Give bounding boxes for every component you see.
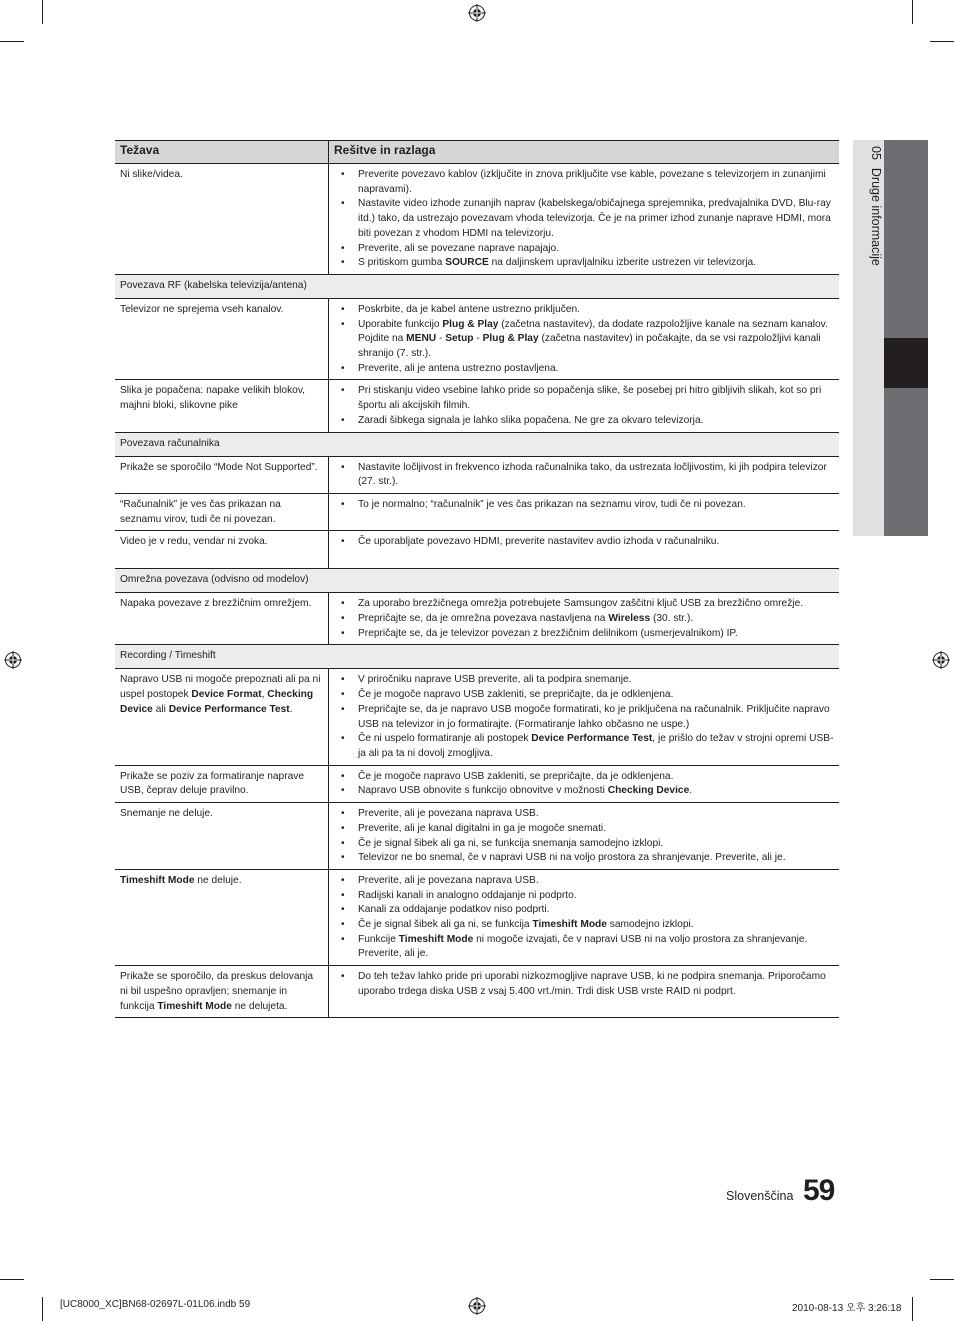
bullet-icon: • [341,889,345,901]
table-section-row [115,274,839,298]
solution-item: • Preverite, ali je kanal digitalni in ga je mogoče snemati. [336,822,834,837]
problem-cell: Slika je popačena: napake velikih blokov, majhni bloki, slikovne pike [115,380,329,432]
crop-mark [0,1279,24,1280]
solution-item: • Kanali za oddajanje podatkov niso podprti. [336,903,834,918]
table-row [115,493,839,530]
solution-list [336,970,834,999]
bullet-icon: • [341,822,345,834]
solution-item: • Poskrbite, da je kabel antene ustrezno priključen. [336,303,834,318]
table-row [115,593,839,645]
solution-item: • Če je mogoče napravo USB zakleniti, se prepričajte, da je odklenjena. [336,770,834,785]
solution-list [336,673,834,761]
bullet-icon: • [341,689,345,701]
solution-item: • Če je signal šibek ali ga ni, se funkcija Timeshift Mode samodejno izklopi. [336,918,834,933]
crop-mark [912,1297,913,1321]
solution-item: • Zaradi šibkega signala je lahko slika popačena. Ne gre za okvaro televizorja. [336,414,834,429]
bullet-icon: • [341,733,345,745]
crop-mark [42,1297,43,1321]
crop-mark [930,1279,954,1280]
solution-cell [329,593,840,645]
solution-cell [329,380,840,432]
bullet-icon: • [341,169,345,180]
registration-mark-icon [4,651,22,669]
problem-cell: Prikaže se sporočilo, da preskus delovanja ni bil uspešno opravljen; snemanje in funkcija Timeshift Mode ne delujeta. [115,966,329,1018]
bullet-icon: • [341,852,345,864]
solution-cell [329,966,840,1018]
troubleshooting-table [115,140,839,1018]
solution-item: • Prepričajte se, da je omrežna povezava nastavljena na Wireless (30. str.). [336,612,834,627]
bullet-icon: • [341,874,345,886]
solution-item: • Preverite povezavo kablov (izključite in znova priključite vse kable, povezane s televizorjem in zunanjimi napravami). [341,169,826,195]
solution-item: • V priročniku naprave USB preverite, ali ta podpira snemanje. [336,673,834,688]
solution-list [336,498,834,513]
section-label: Povezava računalnika [115,432,839,456]
solution-item: • Napravo USB obnovite s funkcijo obnovitve v možnosti Checking Device. [336,784,834,799]
solution-cell [329,493,840,530]
print-slug-timestamp: 2010-08-13 오후 3:26:18 [792,1303,902,1314]
solution-item: • Uporabite funkcijo Plug & Play (začetna nastavitev), da dodate razpoložljive kanale na seznam kanalov. Pojdite na MENU - Setup - Plug & Play (začetna nastavitev) in počakajte, da se vsi razpoložljivi kanali shranijo (7. str.). [341,318,828,360]
solution-item: • Prepričajte se, da je napravo USB mogoče formatirati, ko je priključena na računalnik. Priključite napravo USB na televizor in jo formatirajte. (Formatiranje lahko občasno ne uspe.) [341,703,830,730]
solution-item: • Do teh težav lahko pride pri uporabi nizkozmogljive naprave USB, ki ne podpira snemanja. Priporočamo uporabo trdega diska USB z vsaj 5.400 vrt./min. Trdi disk USB vrste RAID ni podprt. [341,971,826,997]
registration-mark-icon [932,651,950,669]
table-header-row [115,141,839,164]
solution-item: • Funkcije Timeshift Mode ni mogoče izvajati, če v napravi USB ni na voljo prostora za shranjevanje. Preverite, ali je. [341,933,808,960]
problem-cell: Video je v redu, vendar ni zvoka. [115,531,329,569]
solution-list [336,807,834,866]
solution-item: • Nastavite video izhode zunanjih naprav (kabelskega/običajnega sprejemnika, predvajalnika DVD, Blu-ray itd.) tako, da ustrezajo povezavam vhoda televizorja. Če je na primer izhod zunanje naprave HDMI, mora biti povezan z vhodom HDMI na televizorju. [341,198,831,239]
table-row [115,456,839,493]
bullet-icon: • [341,362,345,374]
section-label: Omrežna povezava (odvisno od modelov) [115,569,839,593]
solution-cell [329,669,840,765]
bullet-icon: • [341,770,345,782]
solution-item: • Radijski kanali in analogno oddajanje ni podprto. [336,889,834,904]
solution-list [336,770,834,799]
page-number: 59 [803,1174,835,1207]
crop-mark [0,41,24,42]
table-row [115,869,839,965]
problem-cell: Timeshift Mode ne deluje. [115,869,329,965]
solution-item: • Če uporabljate povezavo HDMI, preverite nastavitev avdio izhoda v računalniku. [336,535,834,550]
solution-cell [329,164,840,275]
bullet-icon: • [341,674,345,686]
bullet-icon: • [341,785,345,797]
solution-item: • Preverite, ali se povezane naprave napajajo. [336,242,834,257]
bullet-icon: • [341,414,345,426]
chapter-label [869,146,883,266]
table-row [115,164,839,275]
solution-list [336,303,834,377]
problem-cell: Napravo USB ni mogoče prepoznati ali pa ni uspel postopek Device Format, Checking Device ali Device Performance Test. [115,669,329,765]
chapter-tab-bar [884,140,928,338]
solution-cell [329,531,840,569]
table-row [115,669,839,765]
solution-item: • Nastavite ločljivost in frekvenco izhoda računalnika tako, da ustrezata ločljivostim, ki jih podpira televizor (27. str.). [341,461,827,488]
table-body [115,164,839,1018]
solution-cell [329,298,840,380]
bullet-icon: • [341,613,345,625]
bullet-icon: • [341,627,345,639]
column-header-solution: Rešitve in razlaga [329,141,840,164]
chapter-tab-bar [884,388,928,536]
problem-cell: Napaka povezave z brezžičnim omrežjem. [115,593,329,645]
table-row [115,380,839,432]
crop-mark [930,41,954,42]
problem-cell: “Računalnik” je ves čas prikazan na seznamu virov, tudi če ni povezan. [115,493,329,530]
problem-cell: Snemanje ne deluje. [115,803,329,870]
bullet-icon: • [341,933,345,945]
section-label: Recording / Timeshift [115,645,839,669]
solution-item: • Če ni uspelo formatiranje ali postopek Device Performance Test, je prišlo do težav v strojni opremi USB-ja ali pa ta ni dovolj zmogljiva. [341,733,834,759]
column-header-problem: Težava [115,141,329,164]
table-section-row [115,645,839,669]
solution-item: • Če je signal šibek ali ga ni, se funkcija snemanja samodejno izklopi. [336,837,834,852]
section-label: Povezava RF (kabelska televizija/antena) [115,274,839,298]
solution-cell [329,869,840,965]
solution-item: • Če je mogoče napravo USB zakleniti, se prepričajte, da je odklenjena. [336,688,834,703]
solution-list [336,597,834,641]
bullet-icon: • [341,242,345,254]
bullet-icon: • [341,598,345,610]
solution-item: • Preverite, ali je povezana naprava USB. [336,874,834,889]
bullet-icon: • [341,904,345,916]
chapter-tab-marker [884,338,928,388]
solution-list [336,461,834,490]
table-row [115,803,839,870]
table-row [115,765,839,802]
bullet-icon: • [341,318,345,330]
table-row [115,531,839,569]
solution-cell [329,456,840,493]
bullet-icon: • [341,536,345,548]
solution-cell [329,803,840,870]
registration-mark-icon [468,4,486,22]
problem-cell: Televizor ne sprejema vseh kanalov. [115,298,329,380]
registration-mark-icon [468,1297,486,1315]
table-row [115,966,839,1018]
table-section-row [115,569,839,593]
solution-item: • Preverite, ali je povezana naprava USB. [336,807,834,822]
print-slug-file: [UC8000_XC]BN68-02697L-01L06.indb 59 [60,1299,251,1310]
bullet-icon: • [341,837,345,849]
footer-language: Slovenščina [726,1189,794,1203]
problem-cell: Ni slike/videa. [115,164,329,275]
bullet-icon: • [341,703,345,715]
chapter-number: 05 [869,146,883,160]
bullet-icon: • [341,257,345,269]
chapter-title: Druge informacije [869,167,883,266]
bullet-icon: • [341,498,345,510]
solution-list [336,535,834,550]
problem-cell: Prikaže se sporočilo “Mode Not Supported”. [115,456,329,493]
bullet-icon: • [341,303,345,315]
solution-item: • Prepričajte se, da je televizor povezan z brezžičnim delilnikom (usmerjevalnikom) IP. [336,627,834,642]
bullet-icon: • [341,808,345,820]
table-section-row [115,432,839,456]
solution-item: • To je normalno; “računalnik” je ves čas prikazan na seznamu virov, tudi če ni povezan. [336,498,834,513]
crop-mark [42,0,43,24]
bullet-icon: • [341,971,345,983]
bullet-icon: • [341,919,345,931]
solution-list [336,874,834,962]
bullet-icon: • [341,385,345,397]
solution-item: • Pri stiskanju video vsebine lahko pride so popačenja slike, še posebej pri hitro gibljivih slikah, kot so pri športu ali akcijskih filmih. [341,385,822,412]
solution-list [336,168,834,271]
crop-mark [912,0,913,24]
solution-item: • S pritiskom gumba SOURCE na daljinskem upravljalniku izberite ustrezen vir televizorja. [336,256,834,271]
solution-cell [329,765,840,802]
bullet-icon: • [341,461,345,473]
bullet-icon: • [341,198,345,210]
solution-item: • Za uporabo brezžičnega omrežja potrebujete Samsungov zaščitni ključ USB za brezžično omrežje. [336,597,834,612]
solution-list [336,384,834,428]
problem-cell: Prikaže se poziv za formatiranje naprave USB, čeprav deluje pravilno. [115,765,329,802]
table-row [115,298,839,380]
solution-item: • Preverite, ali je antena ustrezno postavljena. [336,362,834,377]
solution-item: • Televizor ne bo snemal, če v napravi USB ni na voljo prostora za shranjevanje. Preverite, ali je. [336,851,834,866]
